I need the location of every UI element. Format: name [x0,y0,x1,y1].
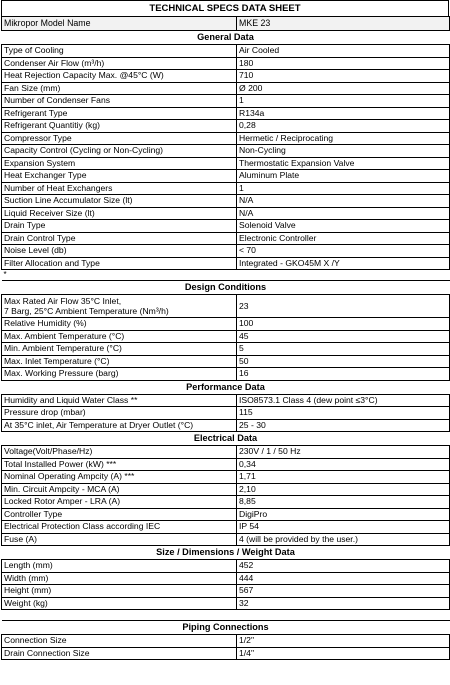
spec-value: 5 [237,343,450,356]
spec-row [2,145,450,158]
spec-value: 25 - 30 [237,419,450,432]
spec-label: Min. Ambient Temperature (°C) [2,343,237,356]
spec-row [2,343,450,356]
spec-label: Max. Ambient Temperature (°C) [2,330,237,343]
spec-value: 0,34 [237,458,450,471]
spec-value: 23 [237,295,450,318]
spec-row [2,597,450,610]
spec-row [2,182,450,195]
spec-value: < 70 [237,245,450,258]
spec-label: Number of Condenser Fans [2,95,237,108]
footnote-row [2,270,450,281]
spec-value: 567 [237,585,450,598]
spec-value: 1/2" [237,635,450,648]
spec-value: 4 (will be provided by the user.) [237,533,450,546]
spec-value: 1/4" [237,647,450,660]
spec-value: 180 [237,57,450,70]
spec-row [2,195,450,208]
label-line: 7 Barg, 25°C Ambient Temperature (Nm³/h) [4,306,169,316]
spec-label: Drain Control Type [2,232,237,245]
spec-row [2,635,450,648]
spec-value: 45 [237,330,450,343]
spec-row [2,70,450,83]
spec-row [2,394,450,407]
spec-label: Expansion System [2,157,237,170]
spec-label: Refrigerant Quantitiy (kg) [2,120,237,133]
spec-value: 1 [237,95,450,108]
spec-value: 0,28 [237,120,450,133]
spec-row [2,471,450,484]
spec-row [2,419,450,432]
section-title: Size / Dimensions / Weight Data [2,546,450,560]
spec-value: N/A [237,195,450,208]
spec-label: Filter Allocation and Type [2,257,237,270]
spec-label: Min. Circuit Ampcity - MCA (A) [2,483,237,496]
spec-value: 444 [237,572,450,585]
spec-row [2,407,450,420]
spec-table [1,16,450,660]
spec-label: Voltage(Volt/Phase/Hz) [2,446,237,459]
spec-row [2,560,450,573]
spec-value: 16 [237,368,450,381]
section-title: Design Conditions [2,281,450,295]
spec-row [2,647,450,660]
spec-label: Max. Working Pressure (barg) [2,368,237,381]
section-heading-general [2,31,450,45]
spec-row [2,107,450,120]
section-title: Electrical Data [2,432,450,446]
spec-label: Fuse (A) [2,533,237,546]
spec-value: 32 [237,597,450,610]
sheet-title: TECHNICAL SPECS DATA SHEET [1,0,449,16]
spec-row [2,521,450,534]
spec-row [2,95,450,108]
spec-row [2,355,450,368]
spec-row [2,157,450,170]
spec-label: Number of Heat Exchangers [2,182,237,195]
spec-row [2,257,450,270]
spec-label: Noise Level (db) [2,245,237,258]
section-heading-piping [2,621,450,635]
spec-value: Electronic Controller [237,232,450,245]
spec-label: Width (mm) [2,572,237,585]
spec-label: Drain Type [2,220,237,233]
spec-label: Liquid Receiver Size (lt) [2,207,237,220]
section-title: General Data [2,31,450,45]
section-heading-electrical [2,432,450,446]
spec-label: Fan Size (mm) [2,82,237,95]
spec-label: Electrical Protection Class according IEC [2,521,237,534]
spec-sheet [1,0,449,660]
spec-value: Thermostatic Expansion Valve [237,157,450,170]
spec-value: Integrated - GKO45M X /Y [237,257,450,270]
spec-row [2,45,450,58]
spec-label: Length (mm) [2,560,237,573]
spec-row [2,572,450,585]
spec-label: Humidity and Liquid Water Class ** [2,394,237,407]
spec-value: Ø 200 [237,82,450,95]
spec-label: Heat Rejection Capacity Max. @45°C (W) [2,70,237,83]
spec-row [2,458,450,471]
spec-value: 115 [237,407,450,420]
spec-value: Hermetic / Reciprocating [237,132,450,145]
spec-row [2,446,450,459]
spec-row-rated-air-flow [2,295,450,318]
spec-row [2,170,450,183]
spec-label: Max. Inlet Temperature (°C) [2,355,237,368]
spec-label: Locked Rotor Amper - LRA (A) [2,496,237,509]
spec-value: 8,85 [237,496,450,509]
spec-value: Air Cooled [237,45,450,58]
spec-value: 1,71 [237,471,450,484]
spec-label: Compressor Type [2,132,237,145]
spec-label: Condenser Air Flow (m³/h) [2,57,237,70]
spec-row [2,483,450,496]
section-heading-design [2,281,450,295]
spec-row [2,533,450,546]
footnote-marker: * [3,270,7,279]
spec-row [2,245,450,258]
spec-value: 710 [237,70,450,83]
spec-label: Pressure drop (mbar) [2,407,237,420]
spec-label: Suction Line Accumulator Size (lt) [2,195,237,208]
spec-row [2,318,450,331]
spec-label: Refrigerant Type [2,107,237,120]
spec-value: Non-Cycling [237,145,450,158]
section-heading-performance [2,380,450,394]
spec-value: IP 54 [237,521,450,534]
section-title: Piping Connections [2,621,450,635]
spec-row [2,330,450,343]
spec-value: 2,10 [237,483,450,496]
spec-label: Nominal Operating Ampcity (A) *** [2,471,237,484]
section-heading-size [2,546,450,560]
spec-label: Heat Exchanger Type [2,170,237,183]
spec-value: 50 [237,355,450,368]
spec-row [2,585,450,598]
spec-value: Aluminum Plate [237,170,450,183]
model-row [2,17,450,31]
spec-label: Connection Size [2,635,237,648]
model-value: MKE 23 [237,17,450,31]
spec-value: 1 [237,182,450,195]
spec-label: Total Installed Power (kW) *** [2,458,237,471]
spec-row [2,220,450,233]
spec-value: R134a [237,107,450,120]
model-label: Mikropor Model Name [2,17,237,31]
spec-label: Drain Connection Size [2,647,237,660]
section-gap [2,610,450,621]
spec-row [2,207,450,220]
spec-value: N/A [237,207,450,220]
spec-label: Height (mm) [2,585,237,598]
spec-row [2,496,450,509]
spec-label [2,295,237,318]
spec-value: DigiPro [237,508,450,521]
spec-row [2,508,450,521]
spec-row [2,120,450,133]
section-title: Performance Data [2,380,450,394]
spec-row [2,368,450,381]
spec-label: Weight (kg) [2,597,237,610]
spec-label: Controller Type [2,508,237,521]
spec-value: 230V / 1 / 50 Hz [237,446,450,459]
spec-row [2,57,450,70]
spec-row [2,232,450,245]
spec-row [2,82,450,95]
spec-row [2,132,450,145]
spec-label: Relative Humidity (%) [2,318,237,331]
label-line: Max Rated Air Flow 35°C Inlet, [4,295,122,306]
spec-value: 100 [237,318,450,331]
spec-value: Solenoid Valve [237,220,450,233]
spec-label: Type of Cooling [2,45,237,58]
spec-value: ISO8573.1 Class 4 (dew point ≤3°C) [237,394,450,407]
spec-label: At 35°C inlet, Air Temperature at Dryer Outlet (°C) [2,419,237,432]
spec-label: Capacity Control (Cycling or Non-Cycling) [2,145,237,158]
spec-value: 452 [237,560,450,573]
